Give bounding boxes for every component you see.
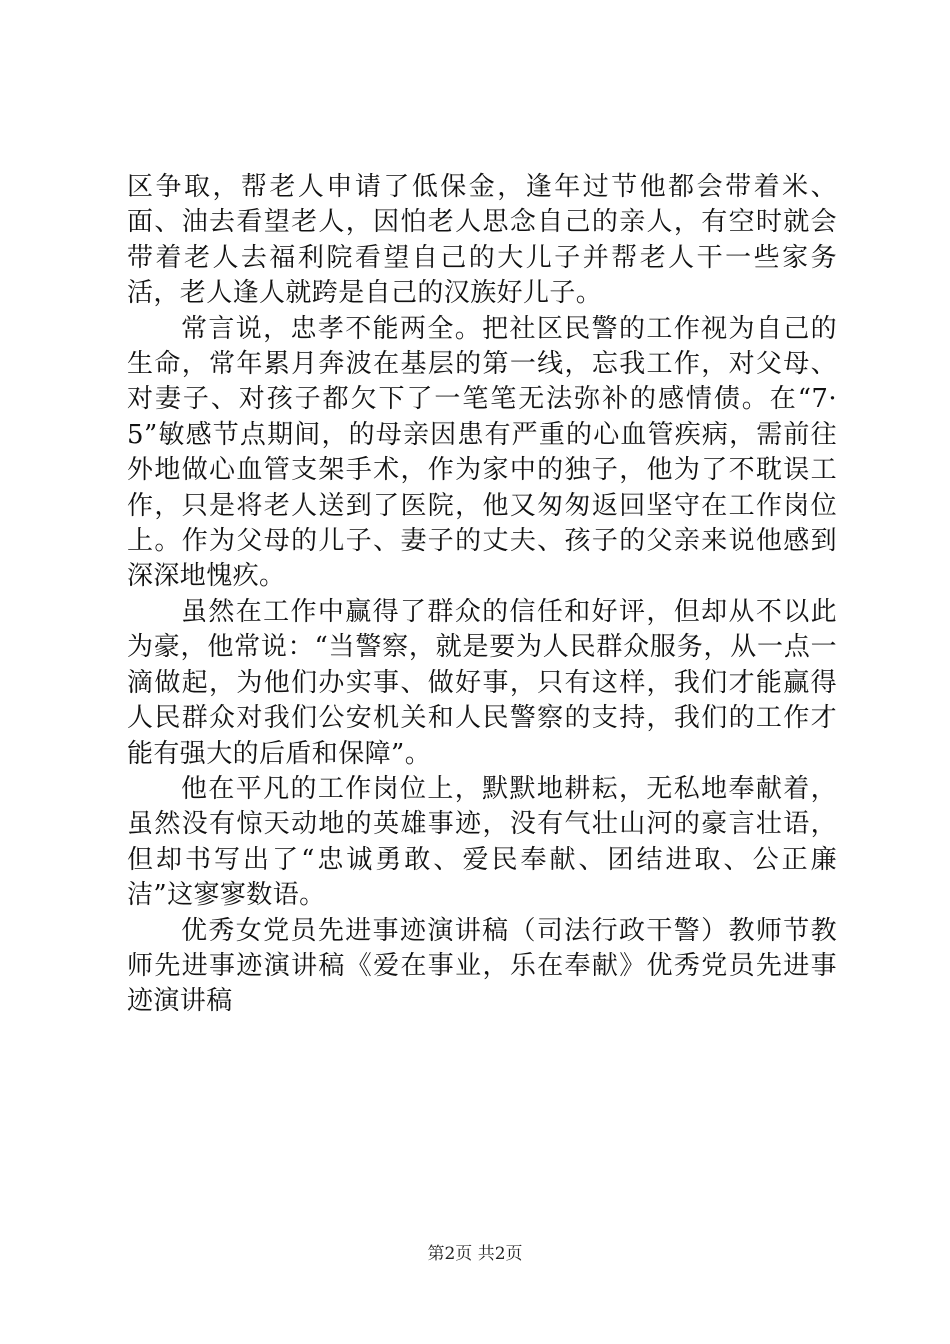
- page-number-footer: 第2页 共2页: [427, 1244, 523, 1264]
- paragraph-4: 他在平凡的工作岗位上，默默地耕耘，无私地奉献着，虽然没有惊天动地的英雄事迹，没有气壮山河的豪言壮语，但却书写出了“忠诚勇敢、爱民奉献、团结进取、公正廉洁”这寥寥数语。: [127, 773, 837, 911]
- paragraph-1: 区争取，帮老人申请了低保金，逢年过节他都会带着米、面、油去看望老人，因怕老人思念自己的亲人，有空时就会带着老人去福利院看望自己的大儿子并帮老人干一些家务活，老人逢人就跨是自己的汉族好儿子。: [127, 172, 837, 309]
- document-body: [127, 170, 837, 1020]
- paragraph-3: 虽然在工作中赢得了群众的信任和好评，但却从不以此为豪，他常说：“当警察，就是要为人民群众服务，从一点一滴做起，为他们办实事、做好事，只有这样，我们才能赢得人民群众对我们公安机关和人民警察的支持，我们的工作才能有强大的后盾和保障”。: [127, 596, 837, 769]
- paragraph-2: 常言说，忠孝不能两全。把社区民警的工作视为自己的生命，常年累月奔波在基层的第一线，忘我工作，对父母、对妻子、对孩子都欠下了一笔笔无法弥补的感情债。在“7·5”敏感节点期间，的母亲因患有严重的心血管疾病，需前往外地做心血管支架手术，作为家中的独子，他为了不耽误工作，只是将老人送到了医院，他又匆匆返回坚守在工作岗位上。作为父母的儿子、妻子的丈夫、孩子的父亲来说他感到深深地愧疚。: [127, 313, 837, 592]
- paragraph-5: 优秀女党员先进事迹演讲稿（司法行政干警）教师节教师先进事迹演讲稿《爱在事业，乐在奉献》优秀党员先进事迹演讲稿: [127, 915, 837, 1017]
